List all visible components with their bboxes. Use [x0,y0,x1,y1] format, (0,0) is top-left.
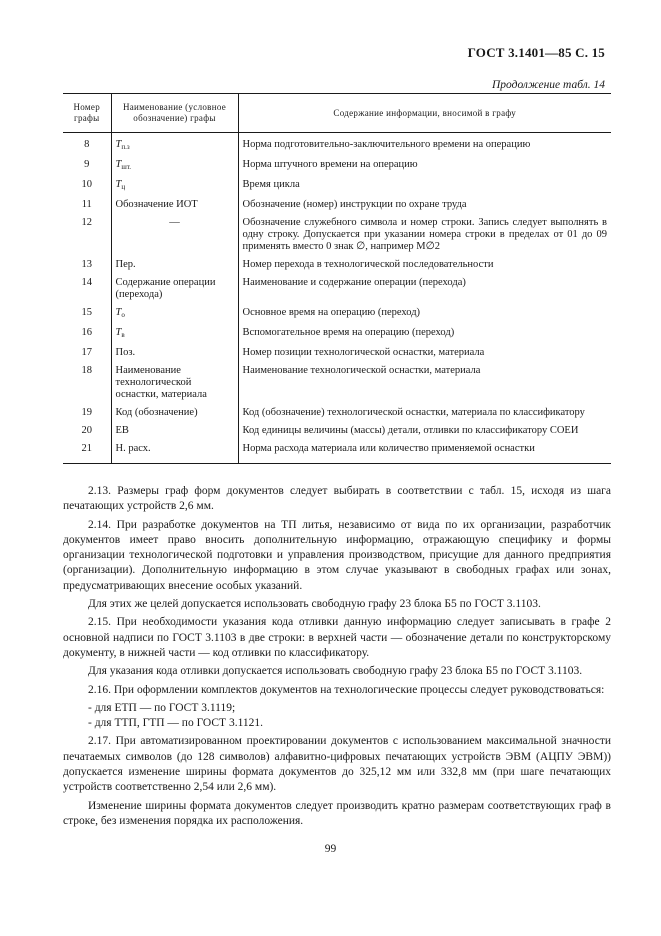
column-number: 21 [63,441,111,464]
header-column-number: Номер графы [63,94,111,133]
time-symbol-subscript: ц [121,183,126,191]
time-symbol-subscript: о [121,311,125,319]
paragraph-2-16: 2.16. При оформлении комплектов документов на технологические процессы следует руководствоваться: [88,683,605,696]
time-symbol: T [115,179,122,190]
column-content: Номер позиции технологической оснастки, материала [238,345,611,363]
table-row [63,197,611,215]
column-name: Наименование технологической оснастки, материала [111,363,238,405]
table-row [63,405,611,423]
column-name: Обозначение ИОТ [111,197,238,215]
standard-header: ГОСТ 3.1401—85 С. 15 [467,45,605,60]
column-number: 17 [81,347,92,358]
column-number: 15 [81,307,92,318]
column-number: 16 [81,327,92,338]
paragraph-2-13: 2.13. Размеры граф форм документов следует выбирать в соответствии с табл. 15, исходя из шага печатающих устройств 2,6 мм. [63,485,611,513]
column-name [111,157,238,177]
column-content: Наименование технологической оснастки, материала [238,363,611,405]
column-content: Вспомогательное время на операцию (переход) [238,325,611,345]
column-number: 14 [81,277,92,288]
column-name [111,177,238,197]
table-row [63,157,611,177]
column-name: Код (обозначение) [111,405,238,423]
table-row [63,441,611,464]
list-item-etp: - для ЕТП — по ГОСТ 3.1119; [88,701,236,714]
column-content: Обозначение (номер) инструкции по охране труда [238,197,611,215]
time-symbol-subscript: в [121,331,125,339]
body-text [63,484,611,832]
column-content: Основное время на операцию (переход) [238,305,611,325]
column-name: — [111,215,238,257]
column-name [111,305,238,325]
table-row [63,305,611,325]
column-number: 20 [81,425,92,436]
time-symbol-subscript: п.з [121,143,130,151]
table-row [63,257,611,275]
column-content: Наименование и содержание операции (перехода) [238,275,611,305]
column-content: Код (обозначение) технологической оснастки, материала по классификатору [238,405,611,423]
column-name: Н. расх. [111,441,238,464]
paragraph-2-17: 2.17. При автоматизированном проектировании документов с использованием максимальной значности печатаемых символов (до 128 символов) алфавитно-цифровых печатающих устройств ЭВМ (АЦПУ ЭВМ)) допускается изменение ширины формата документов до 325,12 мм или 332,8 мм (при шаге печатающих устройств соответственно 2,54 или 2,6 мм). [63,735,611,794]
table-row [63,325,611,345]
header-column-name: Наименование (условное обозначение) графы [111,94,238,133]
column-number: 19 [81,407,92,418]
table-row [63,133,611,158]
column-number: 9 [84,159,90,170]
paragraph-2-15-note: Для указания кода отливки допускается использовать свободную графу 23 блока Б5 по ГОСТ 3.1103. [88,665,583,678]
time-symbol: T [115,159,122,170]
time-symbol: T [115,139,122,150]
column-name: Пер. [111,257,238,275]
paragraph-2-14-note: Для этих же целей допускается использовать свободную графу 23 блока Б5 по ГОСТ 3.1103. [88,598,541,611]
time-symbol: T [115,307,122,318]
column-name [111,325,238,345]
column-name: ЕВ [111,423,238,441]
column-name: Содержание операции (перехода) [111,275,238,305]
column-number: 11 [81,199,92,210]
table-row [63,275,611,305]
column-content: Код единицы величины (массы) детали, отливки по классификатору СОЕИ [238,423,611,441]
header-column-content: Содержание информации, вносимой в графу [238,94,611,133]
column-name [111,133,238,158]
time-symbol: T [115,327,122,338]
column-content: Норма штучного времени на операцию [238,157,611,177]
column-content: Номер перехода в технологической последовательности [238,257,611,275]
column-number: 13 [81,259,92,270]
column-content: Норма подготовительно-заключительного времени на операцию [238,133,611,158]
column-name: Поз. [111,345,238,363]
column-content: Норма расхода материала или количество применяемой оснастки [238,441,611,464]
column-number: 18 [81,365,92,376]
column-number: 12 [81,217,92,228]
page-number: 99 [324,843,337,855]
column-number: 10 [81,179,92,190]
table-row [63,423,611,441]
paragraph-2-14: 2.14. При разработке документов на ТП литья, независимо от вида по их организации, разработчик документов имеет право вносить дополнительную информацию, отражающую специфику и формы организации технологической подготовки и управления производством, присущие для данного предприятия (организации). Дополнительную информацию в этом случае указывают в свободных графах или зонах, предусматривающих внесение особых указаний. [63,518,611,592]
table-row [63,345,611,363]
paragraph-2-17-note: Изменение ширины формата документов следует производить кратно размерам соответствующих граф в строке, без изменения порядка их расположения. [63,799,611,827]
table-body [63,133,611,464]
column-content: Обозначение служебного символа и номер строки. Запись следует выполнять в одну строку. Допускается при указании номера строки в пределах от 01 до 09 применять вместо 0 знак ∅, например M∅2 [238,215,611,257]
table-row [63,177,611,197]
column-number: 8 [84,139,90,150]
table-row [63,363,611,405]
time-symbol-subscript: шт. [121,163,132,171]
table-header-row [63,94,611,133]
list-item-ttp: - для ТТП, ГТП — по ГОСТ 3.1121. [88,717,264,730]
table-continuation-label: Продолжение табл. 14 [492,79,605,91]
columns-table [63,93,611,464]
paragraph-2-15: 2.15. При необходимости указания кода отливки данную информацию следует записывать в графе 2 основной надписи по ГОСТ 3.1103 в две строки: в верхней части — обозначение детали по конструкторскому документу, в нижней части — код отливки по классификатору. [63,616,611,659]
column-content: Время цикла [238,177,611,197]
table-row [63,215,611,257]
